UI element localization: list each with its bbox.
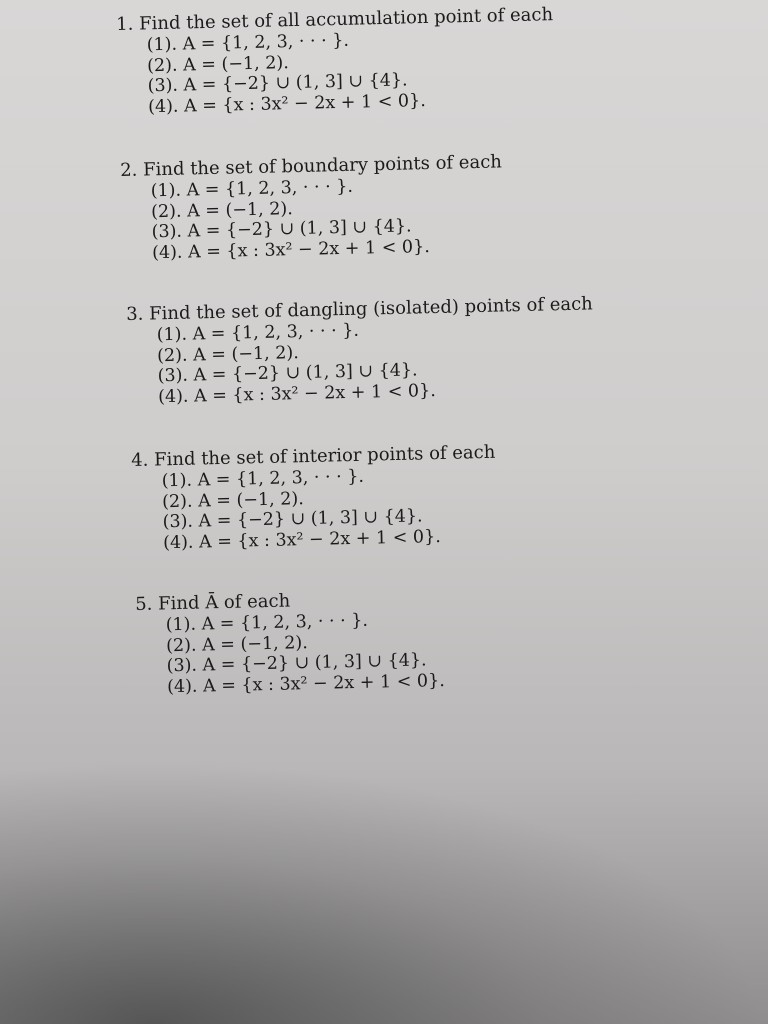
problem-5 [135,583,607,698]
paper-shadow [0,760,768,1024]
problem-3 [126,293,598,408]
problem-4 [131,439,603,554]
problem-item: (1). A = {1, 2, 3, · · · }. [146,30,350,56]
problem-item: (2). A = (−1, 2). [161,488,304,512]
problem-item: (1). A = {1, 2, 3, · · · }. [165,610,369,636]
problem-title: 3. Find the set of dangling (isolated) points of each [126,293,593,325]
problem-item: (2). A = (−1, 2). [150,198,293,222]
problem-item: (3). A = {−2} ∪ (1, 3] ∪ {4}. [151,216,412,243]
problem-item: (1). A = {1, 2, 3, · · · }. [156,320,360,346]
problem-item: (4). A = {x : 3x² − 2x + 1 < 0}. [157,380,436,407]
problem-item: (3). A = {−2} ∪ (1, 3] ∪ {4}. [147,70,408,97]
problem-title: 1. Find the set of all accumulation point of each [116,4,554,35]
problem-item: (3). A = {−2} ∪ (1, 3] ∪ {4}. [157,360,418,387]
problem-item: (1). A = {1, 2, 3, · · · }. [150,176,354,202]
problem-2 [120,149,592,264]
problem-item: (4). A = {x : 3x² − 2x + 1 < 0}. [166,670,445,697]
problem-item: (2). A = (−1, 2). [165,632,308,656]
problem-title: 4. Find the set of interior points of each [131,441,496,471]
problem-item: (4). A = {x : 3x² − 2x + 1 < 0}. [162,526,441,553]
problem-item: (4). A = {x : 3x² − 2x + 1 < 0}. [151,236,430,263]
problem-title: 5. Find Ā of each [135,590,291,615]
problem-item: (1). A = {1, 2, 3, · · · }. [161,466,365,492]
problem-item: (4). A = {x : 3x² − 2x + 1 < 0}. [147,90,426,117]
problem-item: (3). A = {−2} ∪ (1, 3] ∪ {4}. [162,506,423,533]
problem-item: (2). A = (−1, 2). [156,342,299,366]
problem-item: (2). A = (−1, 2). [146,52,289,76]
problem-title: 2. Find the set of boundary points of each [120,151,503,181]
problem-1 [116,3,588,118]
problem-item: (3). A = {−2} ∪ (1, 3] ∪ {4}. [166,650,427,677]
